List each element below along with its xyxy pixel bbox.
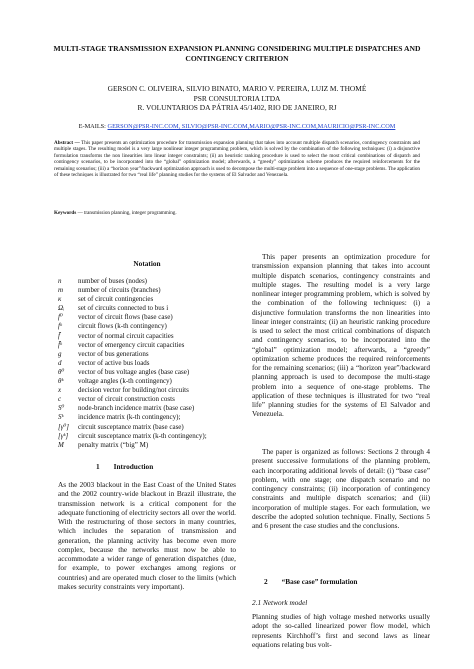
intro-title: Introduction [113, 462, 154, 471]
notation-row [58, 332, 236, 341]
paper-title: MULTI-STAGE TRANSMISSION EXPANSION PLANNING CONSIDERING MULTIPLE DISPATCHES AND CONTINGENCY CRITERION [53, 44, 421, 63]
notation-definition: node-branch incidence matrix (base case) [78, 404, 195, 413]
notation-row [58, 322, 236, 331]
keywords-text: — transmission planning, integer programming. [76, 210, 177, 216]
author-names: GERSON C. OLIVEIRA, SILVIO BINATO, MARIO V. PEREIRA, LUIZ M. THOMÉ [107, 84, 367, 93]
notation-list [58, 277, 236, 450]
notation-definition: voltage angles (k-th contingency) [78, 377, 172, 386]
notation-definition: set of circuit contingencies [78, 295, 154, 304]
notation-definition: vector of circuit flows (base case) [78, 313, 173, 322]
notation-symbol: Sᵏ [58, 413, 64, 422]
notation-definition: vector of bus voltage angles (base case) [78, 367, 190, 376]
notation-definition: circuit susceptance matrix (base case) [78, 422, 184, 431]
notation-symbol: S⁰ [58, 404, 65, 413]
notation-symbol: κ [58, 295, 62, 304]
notation-row [58, 386, 236, 395]
abstract [54, 140, 420, 179]
section2-heading [252, 577, 430, 586]
notation-definition: circuit flows (k-th contingency) [78, 322, 167, 331]
notation-row [58, 368, 236, 377]
notation-row [58, 304, 236, 313]
notation-definition: vector of emergency circuit capacities [78, 340, 185, 349]
col2-paragraph-1: This paper presents an optimization procedure for transmission expansion planning that takes into account multiple dispatch scenarios, contingency constraints and multiple stages. The resulting model is a very large nonlinear integer programming problem, which is solved by the combination of the following techniques: (i) a disjunctive formulation transforms the non linearities into linear integer constraints; (ii) an heuristic ranking procedure is used to select the most critical combinations of dispatch and contingency scenarios, to be incorporated into the “global” optimization model; afterwards, a “greedy” optimization scheme produces the required reinforcements for the remaining scenarios; (iii) a “horizon year”/backward planning approach is used to decompose the multi-stage problem into a sequence of one-stage problems. The application of these techniques is illustrated for two “real life” planning studies for the systems of El Salvador and Venezuela. [252, 252, 430, 419]
notation-row [58, 341, 236, 350]
notation-row [58, 295, 236, 304]
notation-symbol: m [58, 286, 64, 295]
notation-symbol: θᵏ [58, 377, 64, 386]
notation-definition: set of circuits connected to bus i [78, 304, 169, 313]
notation-symbol: d [58, 358, 62, 367]
notation-definition: number of circuits (branches) [78, 286, 161, 295]
col2-paragraph-3: Planning studies of high voltage meshed networks usually adopt the so-called linearized power flow model, which represents Kirchhoff’s first and second laws as linear equations relating bus volt- [252, 612, 430, 649]
author-block [30, 84, 444, 113]
notation-definition: circuit susceptance matrix (k-th contingency); [78, 431, 207, 440]
notation-row [58, 432, 236, 441]
notation-symbol: x [58, 386, 62, 395]
notation-definition: vector of active bus loads [78, 358, 150, 367]
abstract-label: Abstract — [54, 140, 80, 146]
email-label: E-MAILS: [78, 123, 106, 130]
abstract-text: This paper presents an optimization procedure for transmission expansion planning that takes into account multiple dispatch scenarios, contingency constraints and multiple stages. The resulting model is a very large nonlinear integer programming problem, which is solved by the combination of the following techniques: (i) a disjunctive formulation transforms the non linearities into linear integer constraints; (ii) an heuristic ranking procedure is used to select the most critical combinations of dispatch and contingency scenarios, to be incorporated into the “global” optimization model; afterwards, a “greedy” optimization scheme produces the required reinforcements for the remaining scenarios; (iii) a “horizon year”/backward optimization approach is used to decompose the multi-stage problem into a sequence of one-stage problems. The application of these techniques is illustrated for two “real life” planning studies for the systems of El Salvador and Venezuela. [54, 140, 420, 179]
col2-paragraph-2: The paper is organized as follows: Sections 2 through 4 present successive formulations of the planning problem, each incorporating additional levels of detail: (i) “base case” problem, with one stage; one dispatch scenario and no contingency constraints; (ii) incorporation of contingency constraints and multiple dispatch scenarios; and (iii) incorporation of multiple stages. For each formulation, we describe the adopted solution technique. Finally, Sections 5 and 6 present the case studies and the conclusions. [252, 447, 430, 530]
notation-symbol: n [58, 277, 62, 285]
notation-definition: vector of circuit construction costs [78, 395, 175, 404]
notation-definition: vector of bus generations [78, 349, 149, 358]
notation-definition: number of buses (nodes) [78, 277, 148, 285]
notation-row [58, 423, 236, 432]
notation-definition: vector of normal circuit capacities [78, 331, 174, 340]
notation-heading: Notation [133, 259, 161, 268]
notation-symbol: fᵏ [58, 322, 62, 331]
email-links[interactable]: GERSON@PSR-INC.COM, SILVIO@PSR-INC.COM,MARIO@PSR-INC.COM,MAURICIO@PSR-INC.COM [107, 123, 396, 130]
notation-definition: penalty matrix (“big” M) [78, 440, 149, 449]
notation-row [58, 395, 236, 404]
intro-heading [58, 462, 236, 471]
section2-number: 2 [264, 577, 268, 586]
notation-row [58, 359, 236, 368]
author-address: R. VOLUNTARIOS DA PÁTRIA 45/1402, RIO DE JANEIRO, RJ [137, 103, 337, 113]
intro-paragraph: As the 2003 blackout in the East Coast of the United States and the 2002 country-wide blackout in Brazil illustrate, the transmission network is a critical component for the adequate functioning of electricity sectors all over the world. With the restructuring of those sectors in many countries, which includes the separation of transmission and generation, the planning activity has become even more complex, because the networks must now be able to accommodate a wider range of generation dispatches (due, for example, to power exchanges among regions or countries) and are operated much closer to the limits (which makes security constraints very important). [58, 480, 236, 591]
notation-symbol: M [58, 440, 64, 449]
notation-row [58, 377, 236, 386]
notation-row [58, 413, 236, 422]
author-emails [20, 123, 454, 131]
subsection-heading: 2.1 Network model [252, 598, 308, 607]
notation-row [58, 277, 236, 286]
author-company: PSR CONSULTORIA LTDA [193, 93, 281, 103]
notation-symbol: f̄ᵏ [58, 340, 62, 349]
notation-symbol: c [58, 395, 62, 404]
notation-symbol: θ⁰ [58, 367, 65, 376]
notation-symbol: [γ⁰] [58, 422, 70, 431]
intro-number: 1 [96, 462, 100, 471]
section2-title: “Base case” formulation [281, 577, 358, 586]
notation-symbol: g [58, 349, 62, 358]
notation-row [58, 404, 236, 413]
notation-definition: decision vector for building/not circuits [78, 386, 189, 395]
notation-symbol: f̄ [58, 331, 60, 340]
notation-symbol: [γᵏ] [58, 431, 69, 440]
notation-definition: incidence matrix (k-th contingency); [78, 413, 181, 422]
keywords-label: Keywords [54, 210, 77, 216]
notation-row [58, 441, 236, 450]
notation-row [58, 350, 236, 359]
notation-row [58, 313, 236, 322]
keywords [54, 210, 420, 216]
notation-row [58, 286, 236, 295]
notation-symbol: Ωᵢ [58, 304, 65, 313]
notation-symbol: f⁰ [58, 313, 63, 322]
